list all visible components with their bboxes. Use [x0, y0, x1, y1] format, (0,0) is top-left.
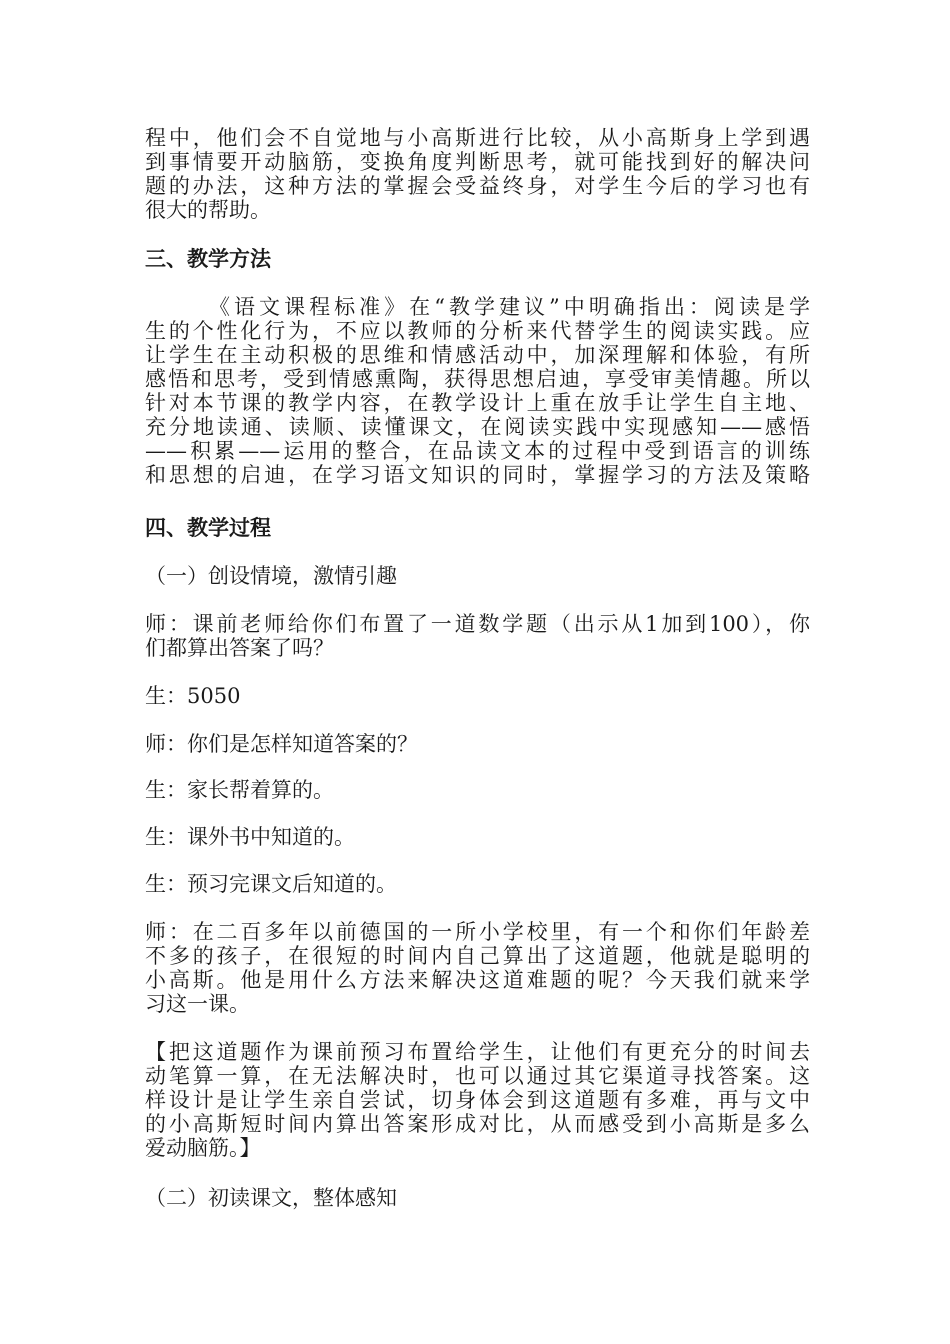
teaching-note: [145, 1040, 810, 1160]
dialogue-line: [145, 920, 810, 1016]
text-line: 生：课外书中知道的。: [145, 825, 355, 849]
text-line: 感悟和思考，受到情感熏陶，获得思想启迪，享受审美情趣。所以: [145, 367, 810, 391]
text-line: 的小高斯短时间内算出答案形成对比，从而感受到小高斯是多么: [145, 1112, 810, 1136]
subheading-1: （一）创设情境，激情引趣: [145, 564, 397, 588]
text-line: 到事情要开动脑筋，变换角度判断思考，就可能找到好的解决问: [145, 150, 810, 174]
text-line: 生的个性化行为，不应以教师的分析来代替学生的阅读实践。应: [145, 319, 810, 343]
dialogue-line: [145, 732, 810, 756]
text-line: 程中，他们会不自觉地与小高斯进行比较，从小高斯身上学到遇: [145, 126, 810, 150]
text-line: 很大的帮助。: [145, 198, 271, 222]
text-line: 生：预习完课文后知道的。: [145, 872, 397, 896]
dialogue-line: [145, 684, 810, 708]
text-line: ——积累——运用的整合，在品读文本的过程中受到语言的训练: [145, 439, 810, 463]
text-line: 针对本节课的教学内容，在教学设计上重在放手让学生自主地、: [145, 391, 810, 415]
section-heading-method: 三、教学方法: [145, 247, 271, 271]
text-line: 题的办法，这种方法的掌握会受益终身，对学生今后的学习也有: [145, 174, 810, 198]
text-line: 《语文课程标准》在“教学建议”中明确指出：阅读是学: [209, 295, 810, 319]
text-line: 们都算出答案了吗？: [145, 636, 334, 660]
subheading-2: （二）初读课文，整体感知: [145, 1186, 397, 1210]
text-line: 动笔算一算，在无法解决时，也可以通过其它渠道寻找答案。这: [145, 1064, 810, 1088]
dialogue-line: [145, 612, 810, 660]
text-line: 【把这道题作为课前预习布置给学生，让他们有更充分的时间去: [145, 1040, 810, 1064]
text-line: 充分地读通、读顺、读懂课文，在阅读实践中实现感知——感悟: [145, 415, 810, 439]
text-line: 师：你们是怎样知道答案的？: [145, 732, 418, 756]
text-line: 不多的孩子，在很短的时间内自己算出了这道题，他就是聪明的: [145, 944, 810, 968]
text-line: 让学生在主动积极的思维和情感活动中，加深理解和体验，有所: [145, 343, 810, 367]
section-heading-process: 四、教学过程: [145, 516, 271, 540]
text-line: 样设计是让学生亲自尝试，切身体会到这道题有多难，再与文中: [145, 1088, 810, 1112]
dialogue-line: [145, 778, 810, 802]
text-line: 和思想的启迪，在学习语文知识的同时，掌握学习的方法及策略: [145, 463, 810, 487]
text-line: 爱动脑筋。】: [145, 1136, 261, 1160]
paragraph-method: [145, 295, 810, 487]
text-line: 小高斯。他是用什么方法来解决这道难题的呢？今天我们就来学: [145, 968, 810, 992]
text-line: 师：课前老师给你们布置了一道数学题（出示从1加到100），你: [145, 612, 810, 636]
dialogue-line: [145, 825, 810, 849]
text-line: 生：5050: [145, 684, 241, 708]
dialogue-line: [145, 872, 810, 896]
paragraph-intro: [145, 126, 810, 222]
text-line: 师：在二百多年以前德国的一所小学校里，有一个和你们年龄差: [145, 920, 810, 944]
text-line: 生：家长帮着算的。: [145, 778, 334, 802]
text-line: 习这一课。: [145, 992, 250, 1016]
